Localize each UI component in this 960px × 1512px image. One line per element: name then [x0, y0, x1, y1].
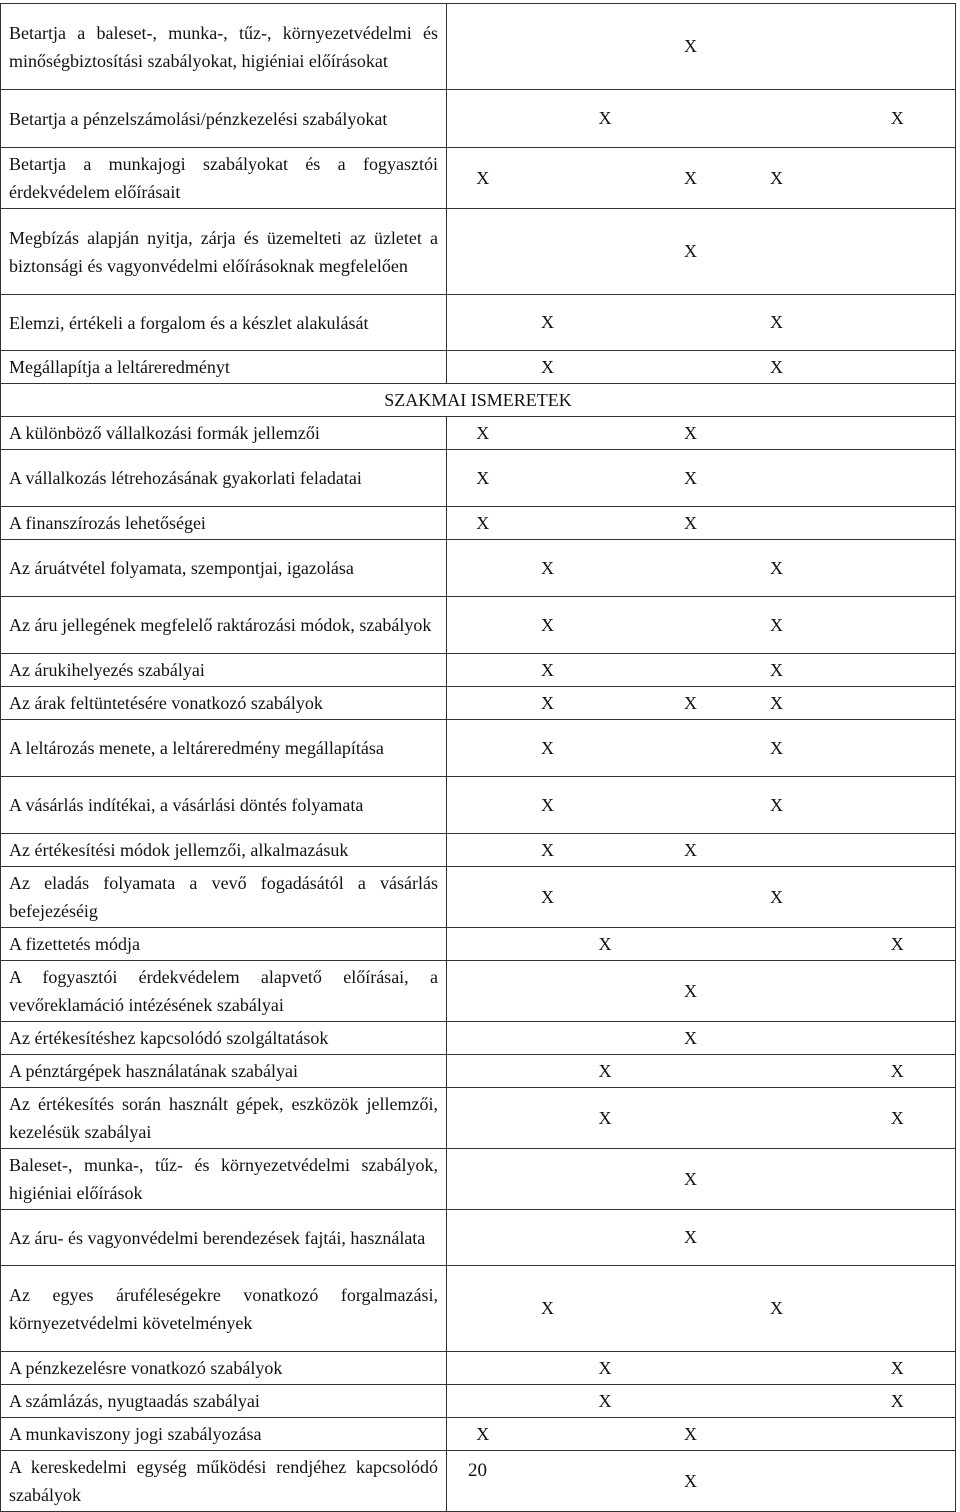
- table-row: [1, 687, 956, 720]
- mark-empty: [577, 720, 634, 777]
- mark-empty: [519, 1385, 577, 1418]
- table-row: [1, 1055, 956, 1088]
- mark-x: X: [840, 90, 956, 148]
- mark-empty: [447, 834, 519, 867]
- mark-empty: [806, 1352, 840, 1385]
- mark-empty: [840, 720, 956, 777]
- mark-empty: [447, 687, 519, 720]
- mark-empty: [519, 928, 577, 961]
- mark-x: X: [519, 687, 577, 720]
- mark-empty: [748, 1385, 806, 1418]
- row-description: A pénzkezelésre vonatkozó szabályok: [1, 1352, 447, 1385]
- mark-empty: [806, 777, 840, 834]
- mark-empty: [577, 351, 634, 384]
- mark-x: X: [748, 351, 806, 384]
- mark-empty: [519, 450, 577, 507]
- mark-empty: [748, 834, 806, 867]
- mark-empty: [577, 1022, 634, 1055]
- row-description: Betartja a baleset-, munka-, tűz-, környezetvédelmi és minőségbiztosítási szabályokat, higiéniai előírásokat: [1, 4, 447, 90]
- mark-empty: [840, 417, 956, 450]
- mark-empty: [519, 148, 577, 209]
- mark-empty: [806, 1418, 840, 1451]
- mark-x: X: [634, 961, 748, 1022]
- row-description: Az áru jellegének megfelelő raktározási módok, szabályok: [1, 597, 447, 654]
- row-description: Az értékesítés során használt gépek, eszközök jellemzői, kezelésük szabályai: [1, 1088, 447, 1149]
- mark-x: X: [840, 1385, 956, 1418]
- mark-empty: [840, 507, 956, 540]
- table-row: [1, 1210, 956, 1266]
- mark-empty: [577, 867, 634, 928]
- mark-empty: [447, 209, 519, 295]
- table-row: [1, 1266, 956, 1352]
- knowledge-section: [1, 417, 956, 1512]
- mark-x: X: [748, 777, 806, 834]
- row-description: Az eladás folyamata a vevő fogadásától a vásárlás befejezéséig: [1, 867, 447, 928]
- mark-empty: [634, 1385, 748, 1418]
- row-description: A kereskedelmi egység működési rendjéhez kapcsolódó szabályok: [1, 1451, 447, 1512]
- mark-x: X: [447, 1418, 519, 1451]
- mark-empty: [577, 417, 634, 450]
- mark-x: X: [519, 867, 577, 928]
- row-description: Betartja a pénzelszámolási/pénzkezelési szabályokat: [1, 90, 447, 148]
- mark-x: X: [634, 148, 748, 209]
- mark-empty: [577, 1149, 634, 1210]
- table-row: [1, 90, 956, 148]
- mark-empty: [806, 834, 840, 867]
- mark-empty: [577, 4, 634, 90]
- table-row: [1, 834, 956, 867]
- mark-x: X: [447, 507, 519, 540]
- mark-empty: [840, 654, 956, 687]
- mark-empty: [806, 1055, 840, 1088]
- mark-x: X: [748, 540, 806, 597]
- table-row: [1, 4, 956, 90]
- mark-empty: [519, 961, 577, 1022]
- mark-x: X: [577, 928, 634, 961]
- mark-empty: [577, 450, 634, 507]
- mark-x: X: [748, 687, 806, 720]
- mark-empty: [806, 209, 840, 295]
- mark-empty: [447, 1088, 519, 1149]
- mark-empty: [806, 417, 840, 450]
- mark-empty: [577, 148, 634, 209]
- table-row: [1, 777, 956, 834]
- mark-empty: [577, 295, 634, 351]
- mark-empty: [577, 961, 634, 1022]
- mark-empty: [577, 540, 634, 597]
- mark-empty: [840, 1418, 956, 1451]
- table-row: [1, 1385, 956, 1418]
- table-row: [1, 867, 956, 928]
- mark-empty: [806, 507, 840, 540]
- mark-empty: [840, 867, 956, 928]
- mark-empty: [447, 720, 519, 777]
- mark-empty: [519, 90, 577, 148]
- mark-empty: [634, 1266, 748, 1352]
- table-row: [1, 351, 956, 384]
- mark-x: X: [447, 450, 519, 507]
- mark-empty: [806, 1210, 840, 1266]
- mark-x: X: [519, 1266, 577, 1352]
- row-description: A számlázás, nyugtaadás szabályai: [1, 1385, 447, 1418]
- mark-empty: [840, 597, 956, 654]
- mark-empty: [840, 1266, 956, 1352]
- row-description: A különböző vállalkozási formák jellemzői: [1, 417, 447, 450]
- mark-empty: [748, 1022, 806, 1055]
- mark-x: X: [634, 1022, 748, 1055]
- mark-empty: [634, 1088, 748, 1149]
- table-row: [1, 540, 956, 597]
- mark-x: X: [447, 417, 519, 450]
- mark-empty: [806, 597, 840, 654]
- mark-x: X: [519, 295, 577, 351]
- table-row: [1, 1022, 956, 1055]
- mark-empty: [519, 1418, 577, 1451]
- mark-empty: [840, 4, 956, 90]
- mark-x: X: [634, 1451, 748, 1512]
- mark-empty: [748, 1418, 806, 1451]
- mark-empty: [519, 1352, 577, 1385]
- mark-x: X: [748, 867, 806, 928]
- mark-empty: [577, 834, 634, 867]
- section-title-szakmai-ismeretek: SZAKMAI ISMERETEK: [1, 384, 956, 417]
- mark-empty: [519, 1055, 577, 1088]
- mark-x: X: [577, 1055, 634, 1088]
- mark-empty: [748, 209, 806, 295]
- mark-empty: [634, 597, 748, 654]
- mark-empty: [806, 90, 840, 148]
- mark-x: X: [634, 1418, 748, 1451]
- mark-empty: [806, 450, 840, 507]
- mark-empty: [634, 654, 748, 687]
- row-description: Megbízás alapján nyitja, zárja és üzemelteti az üzletet a biztonsági és vagyonvédelmi előírásoknak megfelelően: [1, 209, 447, 295]
- mark-empty: [577, 1266, 634, 1352]
- mark-x: X: [519, 777, 577, 834]
- mark-empty: [748, 450, 806, 507]
- mark-x: X: [519, 834, 577, 867]
- table-row: [1, 148, 956, 209]
- mark-x: X: [748, 1266, 806, 1352]
- mark-empty: [447, 654, 519, 687]
- mark-empty: [748, 1088, 806, 1149]
- mark-empty: [447, 928, 519, 961]
- row-description: A pénztárgépek használatának szabályai: [1, 1055, 447, 1088]
- row-description: Megállapítja a leltáreredményt: [1, 351, 447, 384]
- mark-empty: [634, 295, 748, 351]
- mark-empty: [634, 1055, 748, 1088]
- mark-empty: [840, 1149, 956, 1210]
- mark-x: X: [634, 4, 748, 90]
- mark-x: X: [447, 148, 519, 209]
- mark-empty: [840, 351, 956, 384]
- mark-empty: [519, 209, 577, 295]
- mark-empty: [840, 1022, 956, 1055]
- mark-x: X: [840, 1055, 956, 1088]
- mark-empty: [840, 834, 956, 867]
- mark-empty: [748, 1055, 806, 1088]
- row-description: Betartja a munkajogi szabályokat és a fogyasztói érdekvédelem előírásait: [1, 148, 447, 209]
- row-description: Baleset-, munka-, tűz- és környezetvédelmi szabályok, higiéniai előírások: [1, 1149, 447, 1210]
- mark-empty: [519, 4, 577, 90]
- mark-empty: [519, 1210, 577, 1266]
- mark-empty: [577, 209, 634, 295]
- mark-empty: [577, 687, 634, 720]
- table-row: [1, 1352, 956, 1385]
- row-description: Az áruátvétel folyamata, szempontjai, igazolása: [1, 540, 447, 597]
- row-description: Az egyes áruféleségekre vonatkozó forgalmazási, környezetvédelmi követelmények: [1, 1266, 447, 1352]
- mark-x: X: [840, 1352, 956, 1385]
- mark-x: X: [748, 148, 806, 209]
- mark-empty: [748, 961, 806, 1022]
- table-row: [1, 720, 956, 777]
- mark-empty: [748, 90, 806, 148]
- mark-empty: [519, 507, 577, 540]
- table-row: [1, 928, 956, 961]
- mark-empty: [577, 597, 634, 654]
- mark-empty: [806, 1149, 840, 1210]
- mark-empty: [447, 4, 519, 90]
- mark-empty: [806, 4, 840, 90]
- mark-x: X: [840, 1088, 956, 1149]
- row-description: A leltározás menete, a leltáreredmény megállapítása: [1, 720, 447, 777]
- mark-x: X: [519, 540, 577, 597]
- row-description: Az árak feltüntetésére vonatkozó szabályok: [1, 687, 447, 720]
- mark-x: X: [748, 720, 806, 777]
- mark-empty: [634, 90, 748, 148]
- mark-empty: [806, 1022, 840, 1055]
- mark-empty: [840, 777, 956, 834]
- table-row: [1, 654, 956, 687]
- table-row: [1, 417, 956, 450]
- row-description: Az értékesítéshez kapcsolódó szolgáltatások: [1, 1022, 447, 1055]
- mark-empty: [748, 928, 806, 961]
- mark-empty: [577, 1418, 634, 1451]
- competency-matrix-table: [0, 3, 956, 1512]
- mark-x: X: [519, 597, 577, 654]
- mark-empty: [447, 540, 519, 597]
- mark-empty: [840, 450, 956, 507]
- mark-empty: [577, 507, 634, 540]
- mark-empty: [748, 1149, 806, 1210]
- mark-empty: [806, 295, 840, 351]
- mark-x: X: [748, 654, 806, 687]
- mark-empty: [806, 1088, 840, 1149]
- mark-empty: [840, 961, 956, 1022]
- row-description: A fizettetés módja: [1, 928, 447, 961]
- mark-empty: [806, 1266, 840, 1352]
- mark-empty: [519, 1022, 577, 1055]
- mark-x: X: [577, 1088, 634, 1149]
- mark-empty: [806, 867, 840, 928]
- mark-x: X: [748, 597, 806, 654]
- mark-x: X: [634, 417, 748, 450]
- table-row: [1, 209, 956, 295]
- mark-empty: [634, 777, 748, 834]
- mark-empty: [447, 1385, 519, 1418]
- mark-x: X: [519, 654, 577, 687]
- mark-empty: [806, 687, 840, 720]
- mark-empty: [840, 540, 956, 597]
- mark-empty: [840, 148, 956, 209]
- mark-x: X: [577, 1385, 634, 1418]
- mark-empty: [806, 148, 840, 209]
- mark-empty: [577, 654, 634, 687]
- table-row: [1, 961, 956, 1022]
- mark-empty: [519, 1149, 577, 1210]
- table-row: [1, 295, 956, 351]
- mark-x: X: [748, 295, 806, 351]
- mark-empty: [840, 1210, 956, 1266]
- mark-x: X: [634, 209, 748, 295]
- mark-empty: [806, 961, 840, 1022]
- mark-x: X: [634, 507, 748, 540]
- mark-empty: [748, 417, 806, 450]
- mark-empty: [447, 1055, 519, 1088]
- mark-empty: [447, 1149, 519, 1210]
- mark-empty: [447, 295, 519, 351]
- mark-empty: [840, 687, 956, 720]
- mark-x: X: [634, 834, 748, 867]
- row-description: A vállalkozás létrehozásának gyakorlati feladatai: [1, 450, 447, 507]
- mark-x: X: [519, 720, 577, 777]
- mark-x: X: [634, 1149, 748, 1210]
- mark-x: X: [634, 687, 748, 720]
- section-header-group: [1, 384, 956, 417]
- page-number: 20: [468, 1460, 487, 1481]
- mark-empty: [806, 1385, 840, 1418]
- table-row: [1, 1418, 956, 1451]
- mark-empty: [519, 417, 577, 450]
- mark-empty: [634, 928, 748, 961]
- row-description: Az áru- és vagyonvédelmi berendezések fajtái, használata: [1, 1210, 447, 1266]
- mark-empty: [748, 4, 806, 90]
- mark-empty: [634, 720, 748, 777]
- mark-x: X: [634, 450, 748, 507]
- mark-empty: [447, 90, 519, 148]
- mark-empty: [806, 351, 840, 384]
- mark-x: X: [577, 90, 634, 148]
- mark-empty: [447, 597, 519, 654]
- tasks-section: [1, 4, 956, 384]
- row-description: Az értékesítési módok jellemzői, alkalmazásuk: [1, 834, 447, 867]
- row-description: A finanszírozás lehetőségei: [1, 507, 447, 540]
- mark-empty: [840, 295, 956, 351]
- mark-empty: [447, 961, 519, 1022]
- row-description: Az árukihelyezés szabályai: [1, 654, 447, 687]
- table-row: [1, 450, 956, 507]
- mark-empty: [634, 1352, 748, 1385]
- row-description: A vásárlás indítékai, a vásárlási döntés folyamata: [1, 777, 447, 834]
- mark-x: X: [840, 928, 956, 961]
- mark-empty: [806, 540, 840, 597]
- mark-empty: [634, 351, 748, 384]
- mark-empty: [577, 777, 634, 834]
- row-description: A fogyasztói érdekvédelem alapvető előírásai, a vevőreklamáció intézésének szabályai: [1, 961, 447, 1022]
- mark-empty: [447, 351, 519, 384]
- mark-empty: [634, 540, 748, 597]
- mark-x: X: [577, 1352, 634, 1385]
- row-description: A munkaviszony jogi szabályozása: [1, 1418, 447, 1451]
- mark-x: X: [519, 351, 577, 384]
- table-row: [1, 1088, 956, 1149]
- mark-empty: [447, 1210, 519, 1266]
- table-row: [1, 1149, 956, 1210]
- mark-empty: [748, 507, 806, 540]
- mark-empty: [519, 1088, 577, 1149]
- mark-empty: [748, 1210, 806, 1266]
- mark-x: X: [634, 1210, 748, 1266]
- mark-empty: [577, 1210, 634, 1266]
- row-description: Elemzi, értékeli a forgalom és a készlet alakulását: [1, 295, 447, 351]
- mark-empty: [806, 928, 840, 961]
- mark-empty: [447, 1266, 519, 1352]
- table-row: [1, 507, 956, 540]
- mark-empty: [840, 209, 956, 295]
- mark-empty: [447, 867, 519, 928]
- mark-empty: [806, 654, 840, 687]
- mark-empty: [806, 720, 840, 777]
- mark-empty: [447, 1352, 519, 1385]
- mark-empty: [447, 777, 519, 834]
- mark-empty: [748, 1352, 806, 1385]
- mark-empty: [447, 1022, 519, 1055]
- table-row: [1, 597, 956, 654]
- mark-empty: [634, 867, 748, 928]
